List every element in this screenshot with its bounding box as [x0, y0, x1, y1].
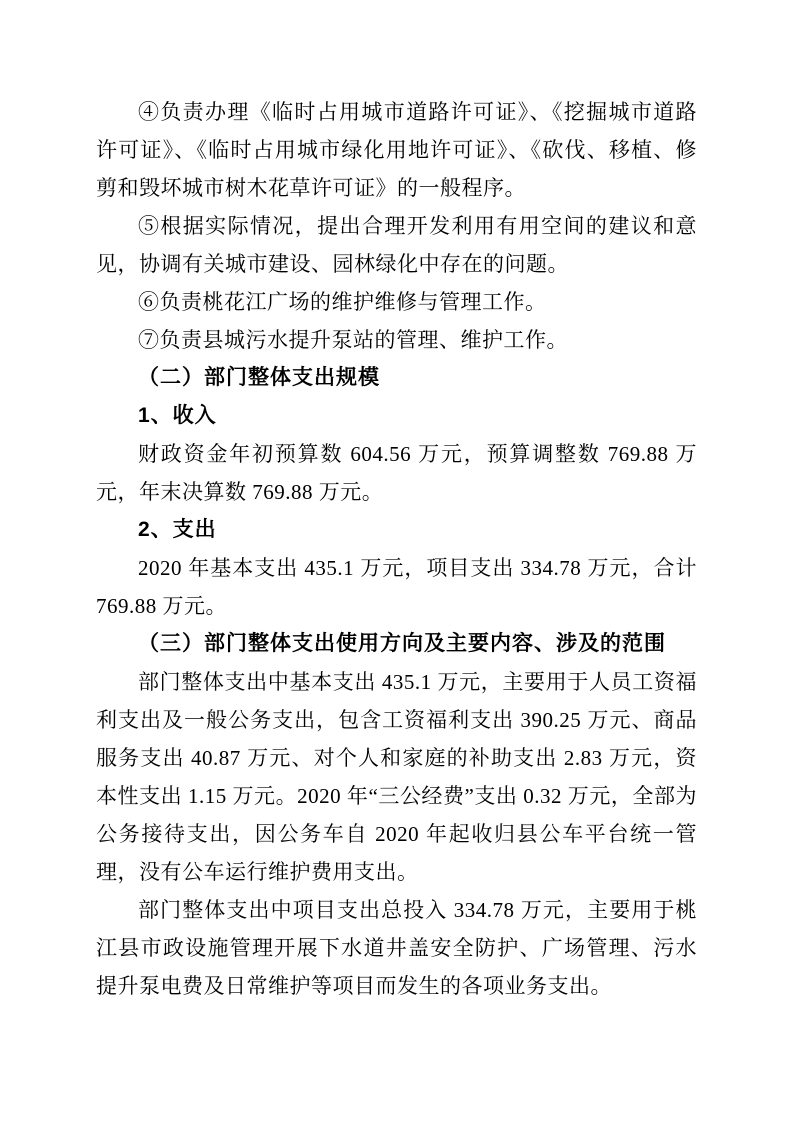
heading-section-2-expenditure-scale: （二）部门整体支出规模: [138, 366, 380, 389]
paragraph-duty-7: ⑦负责县城污水提升泵站的管理、维护工作。: [138, 328, 568, 352]
paragraph-basic-expenditure-detail: 部门整体支出中基本支出 435.1 万元，主要用于人员工资福利支出及一般公务支出，包含工资福利支出 390.25 万元、商品服务支出 40.87 万元、对个人和家庭的补助支出 2.83 万元，资本性支出 1.15 万元。2020 年“三公经费”支出 0.32 万元，全部为公务接待支出，因公务车自 2020 年起收归县公车平台统一管理，没有公车运行维护费用支出。: [96, 670, 697, 884]
paragraph-duty-5: ⑤根据实际情况，提出合理开发利用有用空间的建议和意见，协调有关城市建设、园林绿化中存在的问题。: [96, 214, 697, 276]
paragraph-income-detail: 财政资金年初预算数 604.56 万元，预算调整数 769.88 万元，年末决算数 769.88 万元。: [96, 442, 697, 504]
paragraph-expenditure-detail: 2020 年基本支出 435.1 万元，项目支出 334.78 万元，合计 769.88 万元。: [96, 556, 697, 618]
paragraph-project-expenditure-detail: 部门整体支出中项目支出总投入 334.78 万元，主要用于桃江县市政设施管理开展下水道井盖安全防护、广场管理、污水提升泵电费及日常维护等项目而发生的各项业务支出。: [96, 898, 697, 998]
heading-expenditure: 2、支出: [138, 518, 217, 541]
paragraph-duty-6: ⑥负责桃花江广场的维护维修与管理工作。: [138, 290, 547, 314]
document-content: [96, 93, 697, 1005]
paragraph-duty-4: ④负责办理《临时占用城市道路许可证》、《挖掘城市道路许可证》、《临时占用城市绿化用地许可证》、《砍伐、移植、修剪和毁坏城市树木花草许可证》的一般程序。: [96, 100, 697, 200]
heading-income: 1、收入: [138, 404, 217, 427]
heading-section-3-usage-direction: （三）部门整体支出使用方向及主要内容、涉及的范围: [138, 632, 666, 655]
